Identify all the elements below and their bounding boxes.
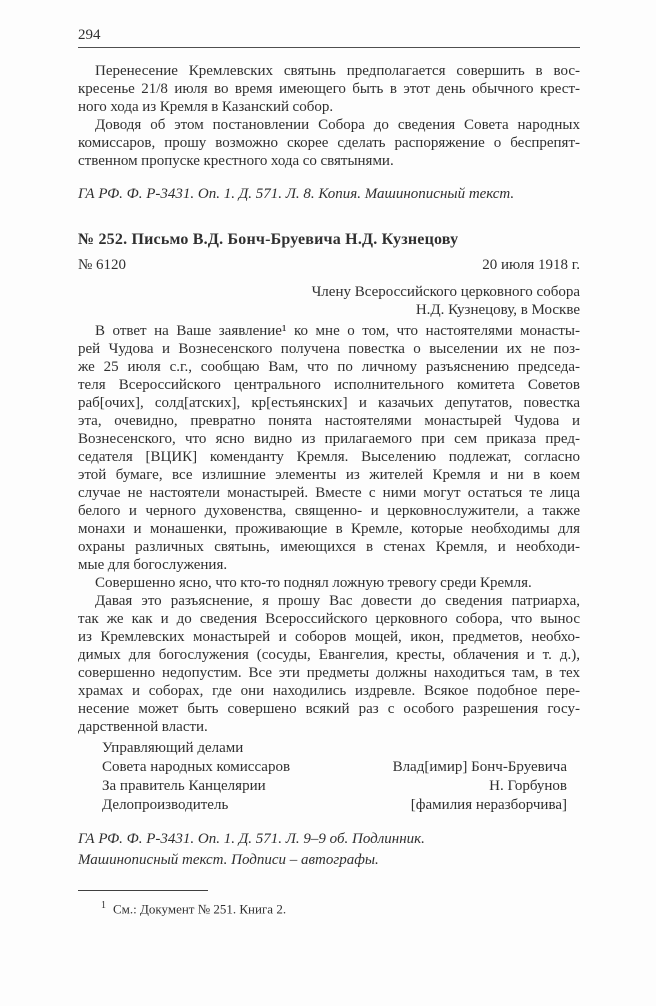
signature-title: Управляющий делами bbox=[102, 740, 244, 756]
signature-block bbox=[78, 739, 580, 815]
signature-title: За правитель Канцелярии bbox=[102, 778, 266, 794]
paragraph bbox=[78, 574, 580, 592]
text-line: из Кремлевских монастырей и соборов мощей, икон, предметов, необхо- bbox=[78, 629, 580, 645]
document-heading: № 252. Письмо В.Д. Бонч-Бруевича Н.Д. Кузнецову bbox=[78, 231, 459, 248]
text-line: кресенье 21/8 июля во время имеющего быть в этот день обычного крест- bbox=[78, 81, 580, 97]
paragraph bbox=[78, 592, 580, 736]
addressee-line: Члену Всероссийского церковного собора bbox=[311, 284, 580, 300]
text-line: Совершенно ясно, что кто-то поднял ложную тревогу среди Кремля. bbox=[95, 575, 532, 591]
paragraph bbox=[78, 322, 580, 574]
archive-reference bbox=[78, 829, 580, 871]
signature-name: [фамилия неразборчива] bbox=[410, 797, 567, 813]
text-line: теля Всероссийского центрального исполнительного комитета Советов bbox=[78, 377, 580, 393]
text-line: дарственной власти. bbox=[78, 719, 208, 735]
text-line: рей Чудова и Вознесенского получена повестка о выселении их не поз- bbox=[78, 341, 580, 357]
footnote bbox=[78, 897, 580, 918]
text-line: белого и черного духовенства, священно- и церковнослужители, а также bbox=[78, 503, 580, 519]
text-line: мые для богослужения. bbox=[78, 557, 228, 573]
page-header bbox=[78, 25, 580, 48]
signature-title: Совета народных комиссаров bbox=[102, 759, 291, 775]
text-line: ного хода из Кремля в Казанский собор. bbox=[78, 99, 334, 115]
addressee-line: Н.Д. Кузнецову, в Москве bbox=[415, 302, 580, 318]
addressee-block bbox=[78, 283, 580, 319]
archive-reference: ГА РФ. Ф. Р-3431. Оп. 1. Д. 571. Л. 8. Копия. Машинописный текст. bbox=[78, 186, 515, 202]
doc251-closing-section bbox=[78, 62, 580, 203]
signature-name: Н. Горбунов bbox=[489, 778, 567, 794]
text-line: седателя [ВЦИК] коменданту Кремля. Выселению подлежат, согласно bbox=[78, 449, 580, 465]
archive-reference-line: Машинописный текст. Подписи – автографы. bbox=[78, 852, 379, 868]
footnote-divider bbox=[78, 890, 208, 891]
signature-row bbox=[78, 739, 580, 758]
signature-row bbox=[78, 777, 580, 796]
text-line: Доводя об этом постановлении Собора до сведения Совета народных bbox=[95, 117, 580, 133]
footnote-marker: 1 bbox=[101, 900, 106, 911]
doc252-section bbox=[78, 230, 580, 871]
text-line: монахи и монашенки, проживающие в Кремле, которые необходимы для bbox=[78, 521, 580, 537]
text-line: димых для богослужения (сосуды, Евангелия, кресты, облачения и т. д.), bbox=[78, 647, 580, 663]
text-line: охраны различных святынь, имеющихся в стенах Кремля, и необходи- bbox=[78, 539, 580, 555]
header-rule bbox=[78, 47, 580, 48]
signature-title: Делопроизводитель bbox=[102, 797, 229, 813]
archive-reference-line: ГА РФ. Ф. Р-3431. Оп. 1. Д. 571. Л. 9–9 об. Подлинник. bbox=[78, 831, 425, 847]
text-line: же 25 июля с.г., сообщаю Вам, что по личному разъяснению председа- bbox=[78, 359, 580, 375]
number-date-row bbox=[78, 256, 580, 274]
paragraph bbox=[78, 62, 580, 116]
text-line: так же как и до сведения Всероссийского церковного собора, что вынос bbox=[78, 611, 580, 627]
text-line: этой бумаге, все излишние элементы из жителей Кремля и ни в коем bbox=[78, 467, 580, 483]
text-line: храмах и соборах, где они находились издревле. Всякое подобное пере- bbox=[78, 683, 580, 699]
text-line: случае не настоятели монастырей. Вместе с ними могут остаться те лица bbox=[78, 485, 580, 501]
letter-body bbox=[78, 322, 580, 736]
text-line: Вознесенского, что ясно видно из прилагаемого при сем приказа пред- bbox=[78, 431, 580, 447]
document-number: № 6120 bbox=[78, 257, 127, 273]
text-line: раб[очих], солд[атских], кр[естьянских] и казачьих депутатов, повестка bbox=[78, 395, 580, 411]
text-line: эта, очевидно, превратно понята настоятелями монастырей Чудова и bbox=[78, 413, 580, 429]
signature-row bbox=[78, 758, 580, 777]
signature-name: Влад[имир] Бонч-Бруевича bbox=[392, 759, 567, 775]
text-line: комиссаров, прошу возможно скорее сделать распоряжение о беспрепят- bbox=[78, 135, 580, 151]
document-date: 20 июля 1918 г. bbox=[482, 257, 580, 273]
text-line: несение может быть совершено всякий раз с особого разрешения госу- bbox=[78, 701, 580, 717]
text-line: Давая это разъяснение, я прошу Вас довести до сведения патриарха, bbox=[95, 593, 580, 609]
paragraph bbox=[78, 116, 580, 170]
text-line: Перенесение Кремлевских святынь предполагается совершить в вос- bbox=[95, 63, 580, 79]
text-line: совершенно недопустим. Все эти предметы должны находиться там, в тех bbox=[78, 665, 580, 681]
signature-row bbox=[78, 796, 580, 815]
text-line: ственном пропуске крестного хода со святынями. bbox=[78, 153, 394, 169]
page-number: 294 bbox=[78, 27, 101, 43]
footnote-text: См.: Документ № 251. Книга 2. bbox=[113, 901, 287, 917]
text-line: В ответ на Ваше заявление¹ ко мне о том, что настоятелями монасты- bbox=[95, 323, 580, 339]
signature-name bbox=[567, 739, 580, 758]
